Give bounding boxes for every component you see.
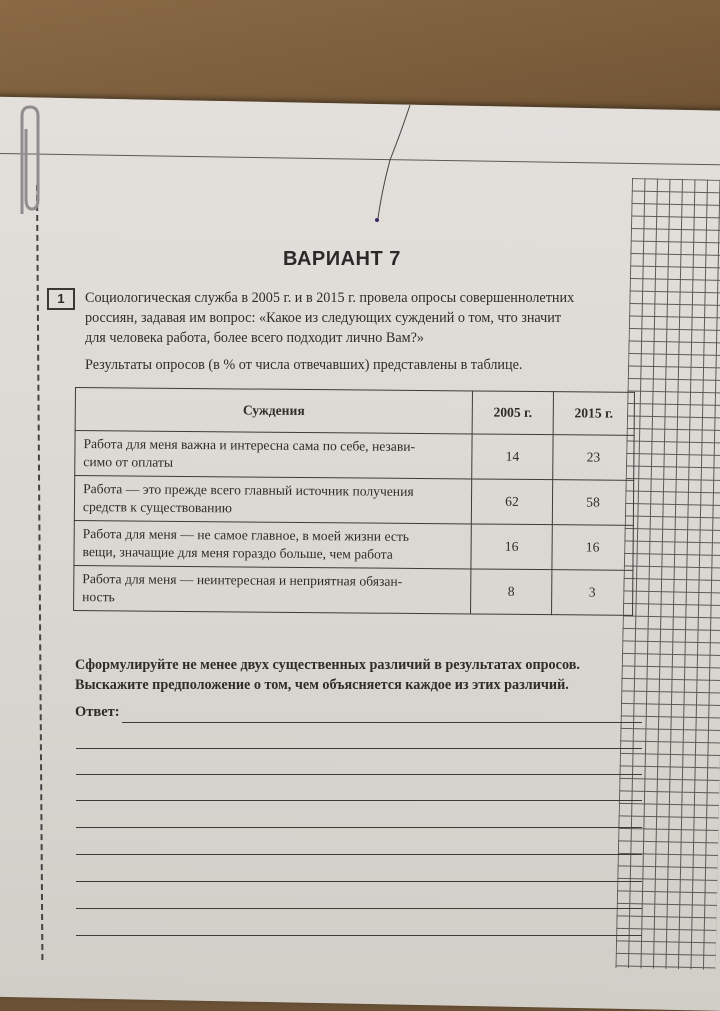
instruction-line: Выскажите предположение о том, чем объясняется каждое из этих различий. (75, 677, 569, 693)
judgement-line: симо от оплаты (83, 454, 174, 470)
answer-line[interactable] (76, 800, 642, 801)
page-top-rule (0, 153, 720, 165)
pen-scribble (370, 100, 430, 230)
judgement-cell (74, 520, 471, 568)
task-instruction (75, 655, 645, 695)
table-row (74, 476, 633, 526)
value-2015: 58 (552, 480, 633, 526)
table-header-row (75, 388, 634, 436)
results-caption: Результаты опросов (в % от числа отвечавших) представлены в таблице. (85, 357, 523, 373)
table-row (75, 431, 634, 481)
judgement-cell (74, 476, 471, 524)
survey-results-table (73, 387, 635, 616)
answer-line[interactable] (76, 748, 642, 749)
dashed-cut-line (36, 185, 43, 960)
answer-line[interactable] (76, 908, 642, 909)
judgement-line: средств к существованию (82, 499, 232, 516)
intro-line: для человека работа, более всего подходит лично Вам?» (85, 330, 424, 346)
value-2005: 8 (471, 569, 552, 615)
value-2005: 14 (472, 434, 553, 480)
intro-line: россиян, задавая им вопрос: «Какое из следующих суждений о том, что значит (85, 310, 562, 326)
judgement-line: вещи, значащие для меня гораздо больше, чем работа (82, 544, 393, 562)
paper-clip-icon (14, 104, 44, 219)
answer-line[interactable] (122, 722, 642, 723)
value-2015: 16 (552, 525, 633, 571)
intro-line: Социологическая служба в 2005 г. и в 2015 г. провела опросы совершеннолетних (85, 290, 575, 306)
header-2015: 2015 г. (553, 392, 634, 436)
value-2005: 16 (471, 524, 552, 570)
answer-line[interactable] (76, 854, 642, 855)
task-number-box: 1 (47, 288, 75, 310)
judgement-cell (74, 565, 471, 613)
value-2005: 62 (471, 479, 552, 525)
header-judgements: Суждения (75, 388, 472, 434)
header-2005: 2005 г. (472, 391, 553, 435)
value-2015: 23 (553, 435, 634, 481)
variant-title: ВАРИАНТ 7 (283, 248, 401, 270)
answer-line[interactable] (76, 881, 642, 882)
task-intro (85, 288, 640, 348)
instruction-line: Сформулируйте не менее двух существенных различий в результатах опросов. (75, 657, 580, 673)
judgement-line: Работа для меня важна и интересна сама по себе, незави- (83, 436, 416, 454)
judgement-cell (75, 431, 472, 479)
answer-label: Ответ: (75, 704, 120, 720)
judgement-line: Работа для меня — неинтересная и неприятная обязан- (82, 571, 403, 589)
answer-line[interactable] (76, 774, 642, 775)
answer-line[interactable] (76, 935, 642, 936)
judgement-line: Работа для меня — не самое главное, в моей жизни есть (82, 526, 410, 544)
value-2015: 3 (552, 570, 633, 616)
table-row (74, 520, 633, 570)
table-row (74, 565, 633, 615)
judgement-line: ность (82, 589, 115, 605)
judgement-line: Работа — это прежде всего главный источник получения (83, 481, 414, 499)
answer-line[interactable] (76, 827, 642, 828)
